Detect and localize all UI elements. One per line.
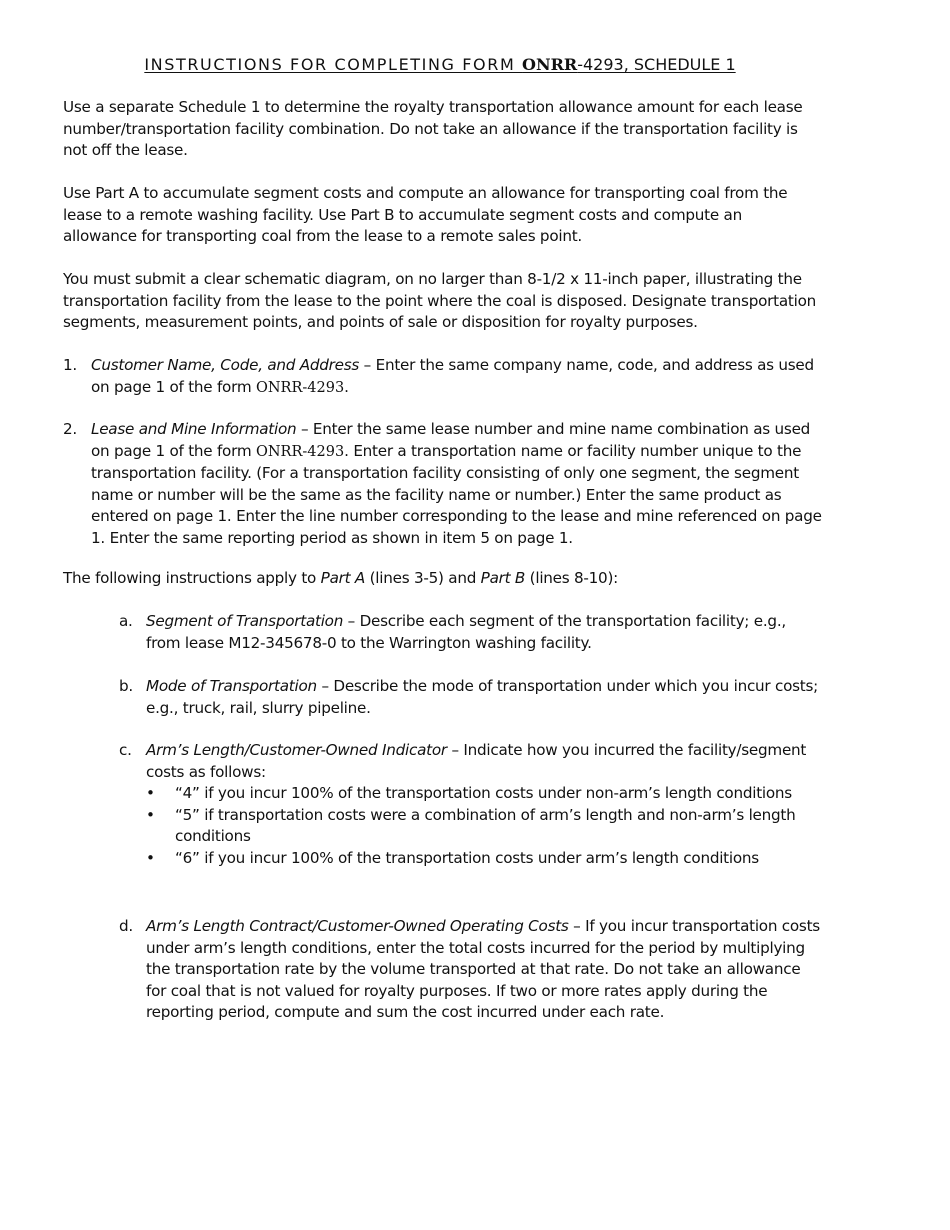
bullet-text: “5” if transportation costs were a combination of arm’s length and non-arm’s length conditions — [175, 805, 796, 845]
parts-intro-text: The following instructions apply to — [63, 569, 321, 587]
sub-item-marker: b. — [119, 677, 133, 695]
parts-intro — [63, 568, 863, 590]
item-body — [91, 419, 823, 549]
form-number: ONRR-4293 — [255, 379, 345, 396]
item-text-end: . Enter a transportation name or facility number unique to the transportation facility. (For a transportation facility consisting of only one segment, the segment name or number will be the same as the facility name or number.) Enter the same product as entered on page 1. Enter the line number corresponding to the lease and mine referenced on page 1. Enter the same reporting period as shown in item 5 on page 1. — [91, 441, 822, 547]
sub-item-body — [146, 916, 825, 1024]
sub-item-label: Arm’s Length/Customer-Owned Indicator — [146, 741, 447, 759]
sub-item-text: – Describe each segment of the transportation facility; e.g., from lease M12-345678-0 to the Warrington washing facility. — [146, 612, 786, 652]
bullet-icon: • — [146, 805, 155, 824]
sub-item-label: Arm’s Length Contract/Customer-Owned Operating Costs — [146, 917, 569, 935]
title-suffix: -4293, SCHEDULE 1 — [577, 55, 736, 74]
item-number: 1. — [63, 356, 77, 374]
item-label: Lease and Mine Information — [91, 420, 297, 438]
item-1 — [63, 355, 823, 399]
sub-item-body — [146, 611, 819, 654]
bullet-text: “6” if you incur 100% of the transportation costs under arm’s length conditions — [175, 848, 759, 867]
intro-paragraph-3: You must submit a clear schematic diagram, on no larger than 8-1/2 x 11-inch paper, illustrating the transportation facility from the lease to the point where the coal is disposed. Designate transportation segments, measurement points, and points of sale or disposition for royalty purposes. — [63, 270, 816, 331]
sub-item-text: – If you incur transportation costs under arm’s length conditions, enter the total costs incurred for the period by multiplying the transportation rate by the volume transported at that rate. Do not take an allowance for coal that is not valued for royalty purposes. If two or more rates apply during the reporting period, compute and sum the cost incurred under each rate. — [146, 917, 820, 1021]
item-text-end: . — [344, 377, 349, 396]
bullet-icon: • — [146, 848, 155, 867]
sub-item-label: Mode of Transportation — [146, 677, 317, 695]
sub-item-marker: c. — [119, 741, 132, 759]
sub-item-body — [146, 676, 819, 719]
title-prefix: INSTRUCTIONS FOR COMPLETING FORM — [144, 55, 523, 74]
indicator-bullet — [119, 805, 819, 848]
parts-intro-text: (lines 3-5) and — [365, 569, 481, 587]
bullet-icon: • — [146, 784, 155, 802]
indicator-bullet — [119, 848, 819, 870]
sub-item-c — [119, 740, 819, 869]
item-text: – Enter the same company name, code, and address as used on page 1 of the form — [91, 356, 814, 396]
page-title — [0, 54, 880, 76]
parts-intro-text: (lines 8-10): — [525, 569, 619, 587]
item-text: – Enter the same lease number and mine name combination as used on page 1 of the form — [91, 420, 811, 460]
item-body — [91, 355, 823, 399]
indicator-list — [119, 783, 819, 869]
sub-item-text: – Describe the mode of transportation under which you incur costs; e.g., truck, rail, slurry pipeline. — [146, 677, 819, 717]
sub-item-label: Segment of Transportation — [146, 612, 344, 630]
sub-item-a — [119, 611, 819, 654]
sub-item-marker: d. — [119, 917, 133, 935]
part-a-label: Part A — [320, 569, 366, 587]
indicator-bullet — [119, 783, 819, 805]
bullet-text: “4” if you incur 100% of the transportation costs under non-arm’s length conditions — [175, 784, 792, 802]
sub-item-text: – Indicate how you incurred the facility/segment costs as follows: — [146, 741, 807, 781]
sub-item-b — [119, 676, 819, 719]
form-number: ONRR-4293 — [255, 443, 345, 460]
sub-item-d — [119, 916, 825, 1024]
intro-paragraph-2: Use Part A to accumulate segment costs and compute an allowance for transporting coal from the lease to a remote washing facility. Use Part B to accumulate segment costs and compute an allowance for transporting coal from the lease to a remote sales point. — [63, 184, 788, 245]
item-label: Customer Name, Code, and Address — [91, 356, 360, 374]
sub-item-marker: a. — [119, 612, 133, 630]
sub-item-body — [146, 740, 819, 783]
item-number: 2. — [63, 420, 77, 438]
part-b-label: Part B — [480, 569, 526, 587]
intro-paragraph-1: Use a separate Schedule 1 to determine the royalty transportation allowance amount for each lease number/transportation facility combination. Do not take an allowance if the transportation facility is not off the lease. — [63, 98, 803, 159]
item-2 — [63, 419, 823, 549]
title-org: ONRR — [522, 55, 578, 74]
